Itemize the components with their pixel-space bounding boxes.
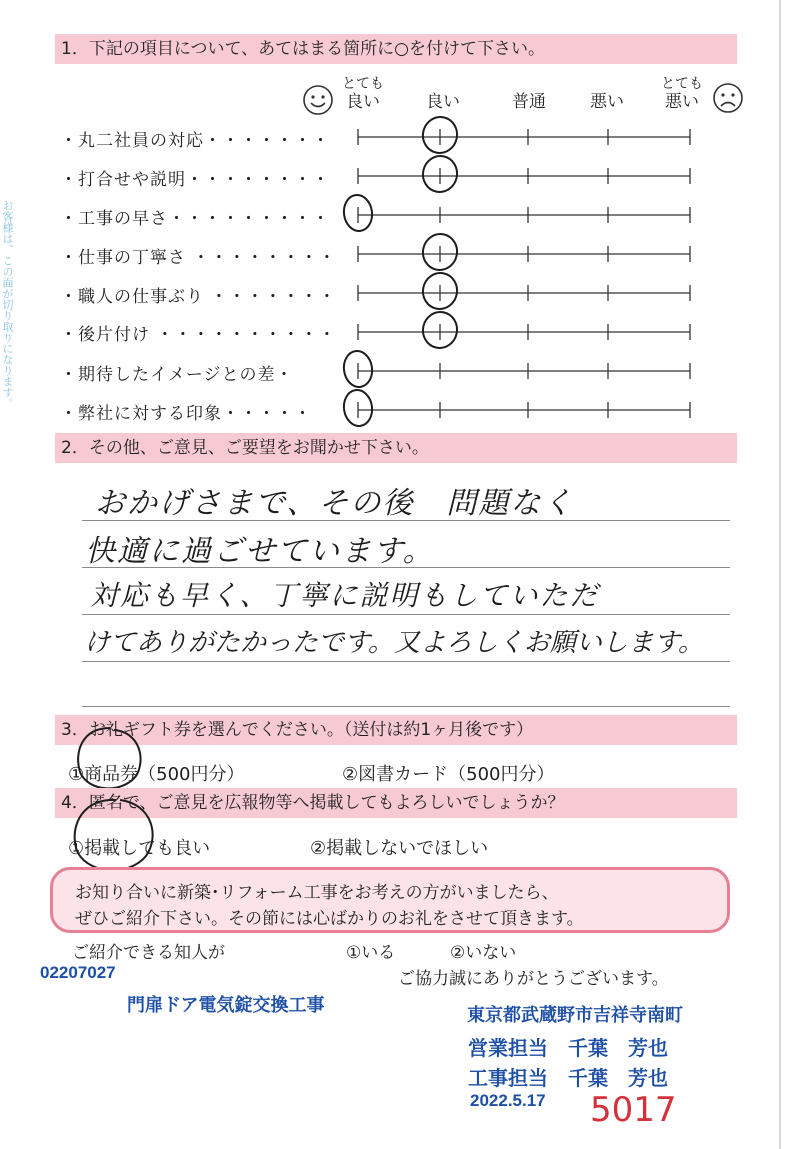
q1-item-label: ・期待したイメージとの差・ — [60, 365, 294, 385]
referral-prompt: ご紹介できる知人が — [72, 943, 225, 963]
sidebar-bleed-text: お客様は、この面が切り取りになります。 — [1, 200, 14, 409]
customer-id: 02207027 — [40, 963, 116, 982]
q1-item-label: ・打合せや説明・・・・・・・・ — [60, 170, 330, 190]
q1-title: 1．下記の項目について、あてはまる箇所に○を付けて下さい。 — [55, 34, 737, 64]
q1-item-label: ・後片付け ・・・・・・・・・・ — [60, 325, 337, 345]
comment-line-2: 快適に過ごせています。 — [85, 534, 435, 569]
rating-scales — [0, 0, 787, 440]
selection-circle — [70, 722, 150, 796]
column-good-bottom: 良い — [426, 92, 460, 112]
construction-rep: 工事担当 千葉 芳也 — [468, 1068, 668, 1090]
q3-option-book-card[interactable]: ②図書カード（500円分） — [342, 764, 555, 785]
column-very-good-bottom: 良い — [346, 92, 380, 112]
column-neutral-bottom: 普通 — [512, 92, 546, 112]
column-very-bad-top: とても — [661, 76, 703, 92]
q4-title: 4．匿名で、ご意見を広報物等へ掲載してもよろしいでしょうか？ — [55, 788, 737, 818]
q2-title: 2．その他、ご意見、ご要望をお聞かせ下さい。 — [55, 433, 737, 463]
referral-line-2: ぜひご紹介下さい。その節には心ばかりのお礼をさせて頂きます。 — [75, 909, 584, 929]
handwritten-number: 5017 — [590, 1090, 677, 1130]
comment-line-3: 対応も早く、丁寧に説明もしていただ — [90, 579, 600, 612]
column-very-bad-bottom: 悪い — [665, 92, 699, 112]
column-bad-bottom: 悪い — [590, 92, 624, 112]
q1-item-label: ・工事の早さ・・・・・・・・・ — [60, 209, 330, 229]
q1-item-label: ・職人の仕事ぶり ・・・・・・・ — [60, 287, 337, 307]
address: 東京都武蔵野市吉祥寺南町 — [467, 1005, 683, 1025]
q3-title: 3．お礼ギフト券を選んでください。（送付は約1ヶ月後です） — [55, 715, 737, 745]
q4-option-deny[interactable]: ②掲載しないでほしい — [310, 838, 489, 859]
column-very-good-top: とても — [342, 76, 384, 92]
comment-line-1: おかげさまで、その後 問題なく — [95, 486, 575, 521]
q1-item-label: ・弊社に対する印象・・・・・ — [60, 404, 312, 424]
job-title: 門扉ドア電気錠交換工事 — [127, 995, 325, 1015]
q3-option-gift-card[interactable]: ①商品券（500円分） — [68, 764, 245, 785]
q4-option-allow[interactable]: ①掲載しても良い — [68, 838, 211, 859]
q1-item-label: ・仕事の丁寧さ ・・・・・・・・ — [60, 248, 337, 268]
comment-rule — [82, 614, 730, 615]
comment-rule — [82, 661, 730, 662]
referral-option-no[interactable]: ②いない — [450, 943, 517, 963]
referral-line-1: お知り合いに新築･リフォーム工事をお考えの方がいましたら、 — [75, 883, 559, 903]
survey-date: 2022.5.17 — [470, 1091, 546, 1110]
thanks-text: ご協力誠にありがとうございます。 — [398, 969, 669, 989]
comment-rule — [82, 706, 730, 707]
referral-box — [50, 867, 730, 933]
referral-option-yes[interactable]: ①いる — [346, 943, 396, 963]
q1-item-label: ・丸二社員の対応・・・・・・・ — [60, 131, 330, 151]
sales-rep: 営業担当 千葉 芳也 — [468, 1038, 668, 1060]
comment-line-4: けてありがたかったです。又よろしくお願いします。 — [84, 628, 704, 658]
